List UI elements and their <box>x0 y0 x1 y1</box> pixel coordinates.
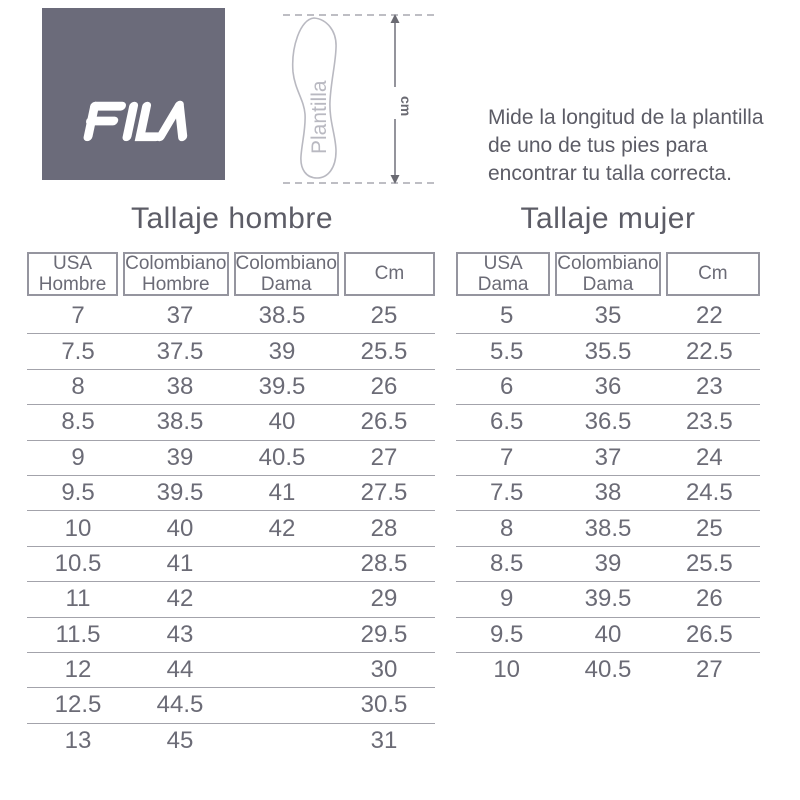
size-cell: 37 <box>594 443 622 471</box>
size-cell: 38 <box>166 372 194 400</box>
size-cell: 8.5 <box>61 408 95 436</box>
men-table-body <box>27 299 435 758</box>
size-cell: 8.5 <box>489 549 524 577</box>
measuring-instructions: Mide la longitud de la plantilla de uno de tus pies para encontrar tu talla correcta. <box>488 106 764 186</box>
size-cell: 30.5 <box>360 691 408 719</box>
size-cell: 40 <box>166 514 194 542</box>
size-cell: 37 <box>166 302 194 330</box>
table-row <box>456 653 760 687</box>
table-row <box>27 370 435 405</box>
size-cell: 38 <box>594 479 622 507</box>
column-header: Colombiano Hombre <box>125 252 227 295</box>
size-cell: 44 <box>166 656 194 684</box>
size-cell: 35.5 <box>584 337 632 365</box>
size-cell: 26 <box>370 372 398 400</box>
size-cell: 10 <box>64 514 92 542</box>
size-cell: 9 <box>71 443 85 471</box>
size-cell: 7.5 <box>61 337 95 365</box>
size-cell: 10 <box>493 656 521 684</box>
size-cell: 22.5 <box>685 337 733 365</box>
size-cell: 24.5 <box>685 479 733 507</box>
size-cell: 39.5 <box>258 372 306 400</box>
men-size-table <box>27 252 435 758</box>
table-row <box>27 724 435 758</box>
size-cell: 9.5 <box>489 620 524 648</box>
size-cell: 40 <box>594 620 622 648</box>
size-cell: 11.5 <box>55 620 101 648</box>
size-cell: 5.5 <box>489 337 524 365</box>
size-cell: 41 <box>268 479 296 507</box>
size-cell: 45 <box>166 726 194 754</box>
men-table-title: Tallaje hombre <box>130 202 334 235</box>
size-cell: 30 <box>370 656 398 684</box>
fila-logo-icon <box>70 98 198 144</box>
size-cell: 6 <box>499 372 514 400</box>
size-cell: 25.5 <box>360 337 408 365</box>
table-row <box>27 547 435 582</box>
women-size-table <box>456 252 760 687</box>
size-cell: 9 <box>499 585 514 613</box>
table-row <box>27 653 435 688</box>
size-cell: 26.5 <box>360 408 408 436</box>
table-row <box>456 405 760 440</box>
size-cell: 41 <box>166 549 194 577</box>
size-cell: 31 <box>370 726 398 754</box>
women-table-body <box>456 299 760 687</box>
table-row <box>27 618 435 653</box>
size-cell: 10.5 <box>54 549 102 577</box>
size-cell: 8 <box>71 372 85 400</box>
size-cell: 9.5 <box>61 479 95 507</box>
table-row <box>27 476 435 511</box>
size-cell: 25.5 <box>685 549 733 577</box>
women-table-header-row <box>456 252 760 296</box>
size-cell: 39 <box>268 337 296 365</box>
size-cell: 43 <box>166 620 194 648</box>
size-cell: 5 <box>499 302 514 330</box>
size-cell: 22 <box>695 302 723 330</box>
men-table-header-row <box>27 252 435 296</box>
size-cell: 38.5 <box>156 408 204 436</box>
size-cell: 7.5 <box>489 479 524 507</box>
size-cell: 39 <box>166 443 194 471</box>
column-header: Cm <box>666 252 760 296</box>
table-row <box>27 299 435 334</box>
size-cell: 39.5 <box>156 479 204 507</box>
size-cell: 26 <box>695 585 723 613</box>
insole-measure-figure <box>280 6 445 194</box>
size-cell: 6.5 <box>489 408 524 436</box>
size-cell: 29.5 <box>360 620 408 648</box>
table-row <box>456 299 760 334</box>
column-header: Cm <box>344 252 435 296</box>
size-cell: 38.5 <box>584 514 632 542</box>
size-cell: 39 <box>594 549 622 577</box>
size-cell: 40.5 <box>584 656 632 684</box>
size-cell: 35 <box>594 302 622 330</box>
table-row <box>27 511 435 546</box>
table-row <box>456 511 760 546</box>
unit-label: cm <box>398 96 414 117</box>
table-row <box>456 476 760 511</box>
size-cell: 27.5 <box>360 479 408 507</box>
size-cell: 11 <box>65 585 91 613</box>
size-cell: 36.5 <box>584 408 632 436</box>
table-row <box>27 405 435 440</box>
table-row <box>456 618 760 653</box>
table-row <box>456 334 760 369</box>
size-cell: 44.5 <box>156 691 204 719</box>
size-cell: 27 <box>370 443 398 471</box>
size-cell: 29 <box>370 585 398 613</box>
column-header: Colombiano Dama <box>557 252 659 295</box>
table-row <box>456 547 760 582</box>
size-cell: 8 <box>499 514 514 542</box>
size-cell: 40.5 <box>258 443 306 471</box>
table-row <box>27 582 435 617</box>
size-cell: 27 <box>695 656 723 684</box>
column-header: Colombiano Dama <box>235 252 337 295</box>
table-row <box>456 370 760 405</box>
size-cell: 13 <box>64 726 92 754</box>
size-cell: 24 <box>695 443 723 471</box>
size-cell: 36 <box>594 372 622 400</box>
size-cell: 39.5 <box>584 585 632 613</box>
size-cell: 28.5 <box>360 549 408 577</box>
size-cell: 7 <box>71 302 85 330</box>
table-row <box>456 582 760 617</box>
size-cell: 25 <box>370 302 398 330</box>
column-header: USA Dama <box>456 252 550 296</box>
size-cell: 38.5 <box>258 302 306 330</box>
column-header: USA Hombre <box>27 252 118 296</box>
table-row <box>27 441 435 476</box>
size-cell: 37.5 <box>156 337 204 365</box>
size-cell: 7 <box>499 443 514 471</box>
insole-label: Plantilla <box>308 80 331 154</box>
size-cell: 23.5 <box>685 408 733 436</box>
table-row <box>456 441 760 476</box>
size-cell: 26.5 <box>685 620 733 648</box>
size-cell: 23 <box>695 372 723 400</box>
size-cell: 28 <box>370 514 398 542</box>
size-cell: 12 <box>64 656 92 684</box>
table-row <box>27 688 435 723</box>
size-cell: 42 <box>166 585 194 613</box>
size-cell: 40 <box>268 408 296 436</box>
table-row <box>27 334 435 369</box>
size-cell: 42 <box>268 514 296 542</box>
women-table-title: Tallaje mujer <box>520 202 696 235</box>
size-cell: 25 <box>695 514 723 542</box>
brand-logo-box <box>42 8 225 180</box>
size-cell: 12.5 <box>54 691 102 719</box>
